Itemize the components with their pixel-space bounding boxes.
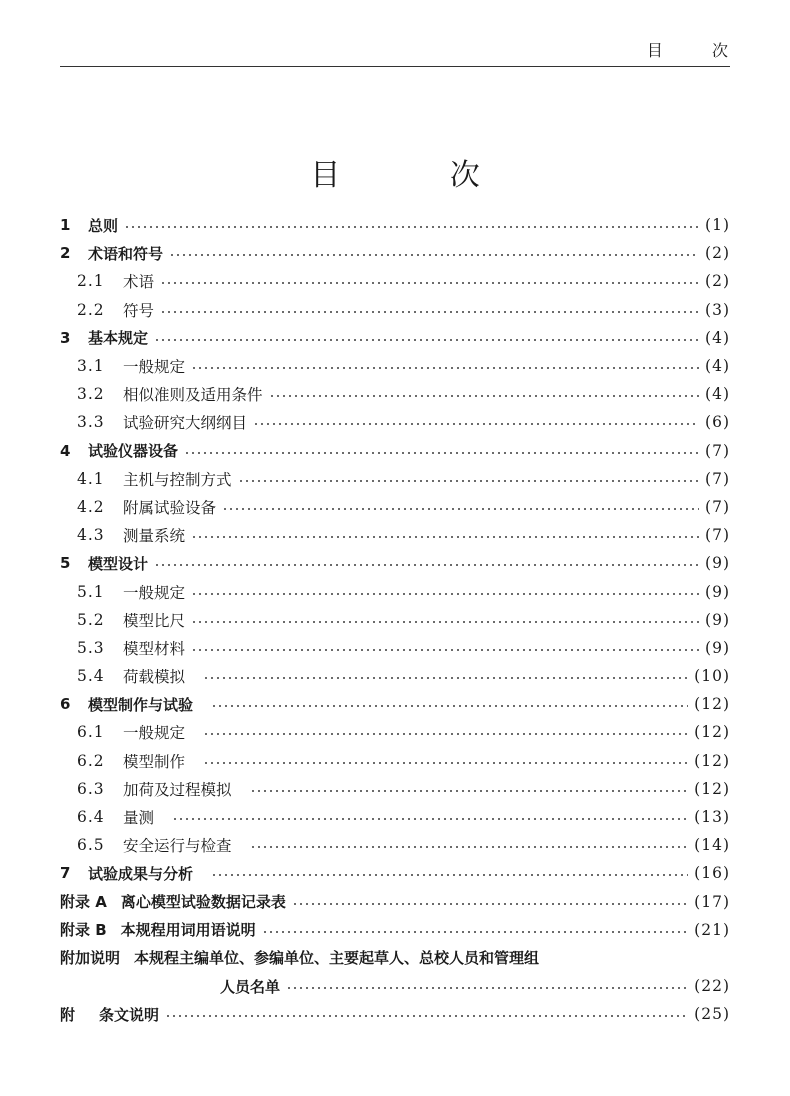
toc-entry[interactable]: [60, 408, 730, 436]
dot-leader: [203, 762, 688, 764]
toc-page: (14): [694, 836, 730, 855]
toc-number: 附录 A: [60, 893, 107, 912]
toc-entry[interactable]: [60, 380, 730, 408]
dot-leader: [191, 621, 699, 623]
toc-entry[interactable]: [60, 577, 730, 605]
dot-leader: [262, 931, 689, 933]
toc-text: 总则: [88, 216, 119, 235]
dot-leader: [286, 987, 688, 989]
toc-number: 3.2: [77, 385, 105, 404]
toc-number: 5.4: [77, 667, 105, 686]
toc-page: (3): [705, 300, 730, 319]
toc-entry[interactable]: [60, 437, 730, 465]
toc-number: 7: [60, 864, 71, 883]
toc-text: 一般规定: [123, 583, 186, 602]
toc-entry[interactable]: [60, 859, 730, 887]
toc-number: 3: [60, 328, 71, 347]
toc-number: 6.1: [77, 723, 105, 742]
toc-entry[interactable]: [60, 747, 730, 775]
toc-entry[interactable]: [60, 803, 730, 831]
toc-number: 2.1: [77, 272, 105, 291]
toc-entry[interactable]: [60, 549, 730, 577]
toc-entry[interactable]: [60, 718, 730, 746]
toc-text: 量测: [123, 809, 155, 828]
dot-leader: [169, 254, 699, 256]
toc-page: (4): [705, 385, 730, 404]
toc-text: 条文说明: [99, 1005, 160, 1024]
toc-page: (22): [694, 977, 730, 996]
dot-leader: [191, 593, 699, 595]
dot-leader: [124, 226, 699, 228]
toc-text: 术语和符号: [88, 244, 164, 263]
toc-page: (7): [705, 497, 730, 516]
toc-number: 附加说明: [60, 949, 121, 968]
toc-page: (12): [694, 751, 730, 770]
toc-text: 试验成果与分析: [88, 864, 194, 883]
toc-page: (12): [694, 695, 730, 714]
dot-leader: [211, 705, 688, 707]
toc-text: 试验仪器设备: [88, 442, 179, 461]
toc-number: 2.2: [77, 300, 105, 319]
dot-leader: [292, 903, 688, 905]
toc-number: 4: [60, 441, 71, 460]
toc-entry[interactable]: [60, 916, 730, 944]
toc-number: 4.1: [77, 469, 105, 488]
dot-leader: [250, 846, 689, 848]
toc-text: 模型设计: [88, 554, 149, 573]
toc-number: 附: [60, 1005, 76, 1024]
toc-text: 本规程主编单位、参编单位、主要起草人、总校人员和管理组: [134, 949, 540, 968]
running-header-title: 目 次: [646, 41, 750, 60]
toc-entry[interactable]: [60, 662, 730, 690]
toc-entry[interactable]: [60, 324, 730, 352]
toc-entry[interactable]: [60, 267, 730, 295]
dot-leader: [269, 395, 700, 397]
toc-page: (10): [694, 667, 730, 686]
toc-text: 一般规定: [123, 358, 186, 377]
toc-page: (13): [694, 808, 730, 827]
toc-page: (21): [694, 920, 730, 939]
toc-page: (6): [705, 413, 730, 432]
toc-text: 加荷及过程模拟: [123, 780, 232, 799]
toc-number: 4.2: [77, 497, 105, 516]
dot-leader: [191, 649, 699, 651]
dot-leader: [211, 874, 688, 876]
toc-entry[interactable]: [60, 831, 730, 859]
toc-page: (9): [705, 554, 730, 573]
toc-page: (9): [705, 610, 730, 629]
toc-page: (4): [705, 328, 730, 347]
toc-entry[interactable]: [60, 634, 730, 662]
toc-page: (7): [705, 469, 730, 488]
toc-number: 6.2: [77, 751, 105, 770]
toc-text: 相似准则及适用条件: [123, 386, 263, 405]
toc-text: 安全运行与检查: [123, 837, 232, 856]
toc-entry[interactable]: [60, 493, 730, 521]
toc-text: 试验研究大纲纲目: [123, 414, 248, 433]
toc-page: (2): [705, 244, 730, 263]
toc-text: 人员名单: [220, 977, 281, 996]
toc-page: (7): [705, 441, 730, 460]
dot-leader: [160, 282, 699, 284]
toc-text: 模型制作与试验: [88, 695, 194, 714]
dot-leader: [154, 564, 699, 566]
toc-entry[interactable]: [60, 606, 730, 634]
toc-entry[interactable]: [60, 888, 730, 916]
toc-number: 6: [60, 695, 71, 714]
toc-text: 主机与控制方式: [123, 470, 232, 489]
toc-number: 6.3: [77, 779, 105, 798]
toc-text: 荷载模拟: [123, 668, 186, 687]
dot-leader: [160, 311, 699, 313]
toc-number: 附录 B: [60, 921, 107, 940]
dot-leader: [238, 480, 700, 482]
toc-entry[interactable]: [60, 465, 730, 493]
toc-text: 符号: [123, 301, 155, 320]
dot-leader: [222, 508, 699, 510]
toc-page: (25): [694, 1005, 730, 1024]
dot-leader: [154, 339, 699, 341]
toc-number: 5: [60, 554, 71, 573]
toc-page: (16): [694, 864, 730, 883]
toc-number: 5.2: [77, 610, 105, 629]
toc-number: 3.3: [77, 413, 105, 432]
toc-text: 一般规定: [123, 724, 186, 743]
running-header: [60, 34, 750, 67]
toc-number: 1: [60, 216, 71, 235]
table-of-contents: [60, 211, 730, 1028]
toc-page: (7): [705, 526, 730, 545]
toc-text: 基本规定: [88, 329, 149, 348]
dot-leader: [253, 423, 699, 425]
toc-entry[interactable]: [60, 521, 730, 549]
dot-leader: [172, 818, 688, 820]
toc-page: (17): [694, 892, 730, 911]
toc-entry[interactable]: [60, 944, 730, 972]
dot-leader: [184, 452, 699, 454]
toc-text: 测量系统: [123, 527, 186, 546]
toc-page: (9): [705, 638, 730, 657]
toc-number: 5.3: [77, 638, 105, 657]
toc-number: 2: [60, 244, 71, 263]
dot-leader: [203, 733, 688, 735]
toc-text: 模型比尺: [123, 611, 186, 630]
toc-entry[interactable]: [60, 775, 730, 803]
dot-leader: [250, 790, 689, 792]
toc-number: 6.4: [77, 808, 105, 827]
toc-entry[interactable]: [60, 352, 730, 380]
toc-number: 5.1: [77, 582, 105, 601]
toc-entry[interactable]: [60, 239, 730, 267]
toc-entry[interactable]: [60, 690, 730, 718]
toc-number: 4.3: [77, 526, 105, 545]
toc-text: 模型制作: [123, 752, 186, 771]
toc-page: (9): [705, 582, 730, 601]
toc-entry[interactable]: [60, 1000, 730, 1028]
toc-page: (1): [705, 216, 730, 235]
toc-page: (2): [705, 272, 730, 291]
dot-leader: [191, 536, 699, 538]
toc-entry-continuation[interactable]: [60, 972, 730, 1000]
toc-text: 术语: [123, 273, 155, 292]
toc-page: (4): [705, 357, 730, 376]
dot-leader: [203, 677, 688, 679]
toc-text: 本规程用词用语说明: [120, 921, 256, 940]
toc-text: 模型材料: [123, 639, 186, 658]
toc-text: 附属试验设备: [123, 498, 217, 517]
dot-leader: [191, 367, 699, 369]
toc-entry[interactable]: [60, 211, 730, 239]
toc-number: 6.5: [77, 836, 105, 855]
toc-number: 3.1: [77, 357, 105, 376]
page-title: 目 次: [310, 158, 530, 193]
toc-entry[interactable]: [60, 296, 730, 324]
toc-page: (12): [694, 779, 730, 798]
toc-text: 离心模型试验数据记录表: [120, 893, 286, 912]
toc-page: (12): [694, 723, 730, 742]
dot-leader: [165, 1015, 688, 1017]
